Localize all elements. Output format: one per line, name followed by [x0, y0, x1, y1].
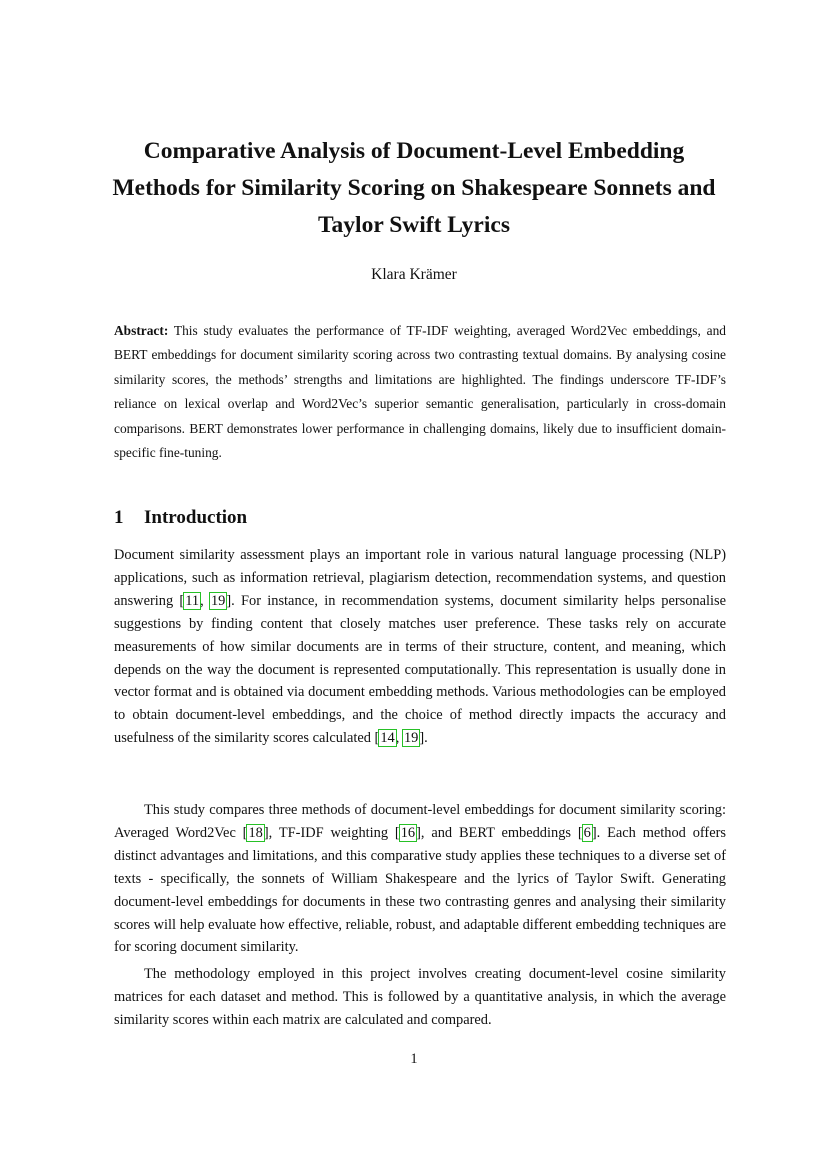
- abstract: [114, 319, 726, 465]
- intro-paragraph-2: [114, 799, 726, 959]
- section-number: 1: [114, 507, 124, 528]
- paper-title: [110, 133, 718, 244]
- title-line-1: Comparative Analysis of Document-Level Embedding: [143, 138, 685, 164]
- section-heading-introduction: [114, 503, 247, 533]
- paragraph-text: ]. For instance, in recommendation systems, document similarity helps personalise suggestions by finding content that closely matches user preference. These tasks rely on accurate measurements of how similar documents are in terms of their structure, content, and meaning, which depends on the way the document is represented computationally. This representation is usually done in vector format and is obtained via document embedding methods. Various methodologies can be employed to obtain document-level embeddings, and the choice of method directly impacts the accuracy and usefulness of the similarity scores calculated [: [114, 592, 726, 747]
- abstract-text: This study evaluates the performance of TF-IDF weighting, averaged Word2Vec embeddings, and BERT embeddings for document similarity scoring across two contrasting textual domains. By analysing cosine similarity scores, the methods’ strengths and limitations are highlighted. The findings underscore TF-IDF’s reliance on lexical overlap and Word2Vec’s superior semantic generalisation, particularly in cross-domain comparisons. BERT demonstrates lower performance in challenging domains, likely due to insufficient domain-specific fine-tuning.: [114, 323, 726, 461]
- title-line-2: Methods for Similarity Scoring on Shakespeare Sonnets and: [112, 175, 716, 201]
- paragraph-text: ].: [419, 730, 428, 747]
- intro-paragraph-1: [114, 544, 726, 750]
- paragraph-text: ], and BERT embeddings [: [416, 824, 583, 841]
- citation-link[interactable]: 14: [380, 730, 395, 747]
- section-title: Introduction: [144, 507, 248, 528]
- author-name: Klara Krämer: [371, 266, 457, 283]
- paragraph-text: Document similarity assessment plays an important role in various natural language processing (NLP) applications, such as information retrieval, plagiarism detection, recommendation systems, and question answering [: [114, 547, 726, 609]
- title-line-3: Taylor Swift Lyrics: [318, 212, 510, 238]
- paragraph-text: ,: [395, 730, 403, 747]
- paragraph-text: ], TF-IDF weighting [: [263, 824, 400, 841]
- citation-link[interactable]: 18: [248, 824, 263, 841]
- citation-link[interactable]: 19: [210, 592, 226, 609]
- citation-link[interactable]: 11: [185, 592, 200, 609]
- citation-link[interactable]: 16: [400, 824, 416, 841]
- citation-link[interactable]: 6: [583, 824, 591, 841]
- page-number: 1: [410, 1051, 418, 1067]
- citation-link[interactable]: 19: [403, 730, 419, 747]
- intro-paragraph-3: The methodology employed in this project involves creating document-level cosine similarity matrices for each dataset and method. This is followed by a quantitative analysis, in which the average similarity scores within each matrix are calculated and compared.: [114, 966, 726, 1028]
- abstract-label: Abstract:: [114, 323, 169, 338]
- paragraph-text: This study compares three methods of document-level embeddings for document similarity scoring: Averaged Word2Vec [: [114, 802, 726, 841]
- paragraph-text: ]. Each method offers distinct advantages and limitations, and this comparative study applies these techniques to a diverse set of texts - specifically, the sonnets of William Shakespeare and the lyrics of Taylor Swift. Generating document-level embeddings for documents in these two contrasting genres and analysing their similarity scores will help evaluate how effective, reliable, robust, and adaptable different embedding techniques are for scoring document similarity.: [114, 824, 727, 956]
- paragraph-text: ,: [200, 592, 210, 609]
